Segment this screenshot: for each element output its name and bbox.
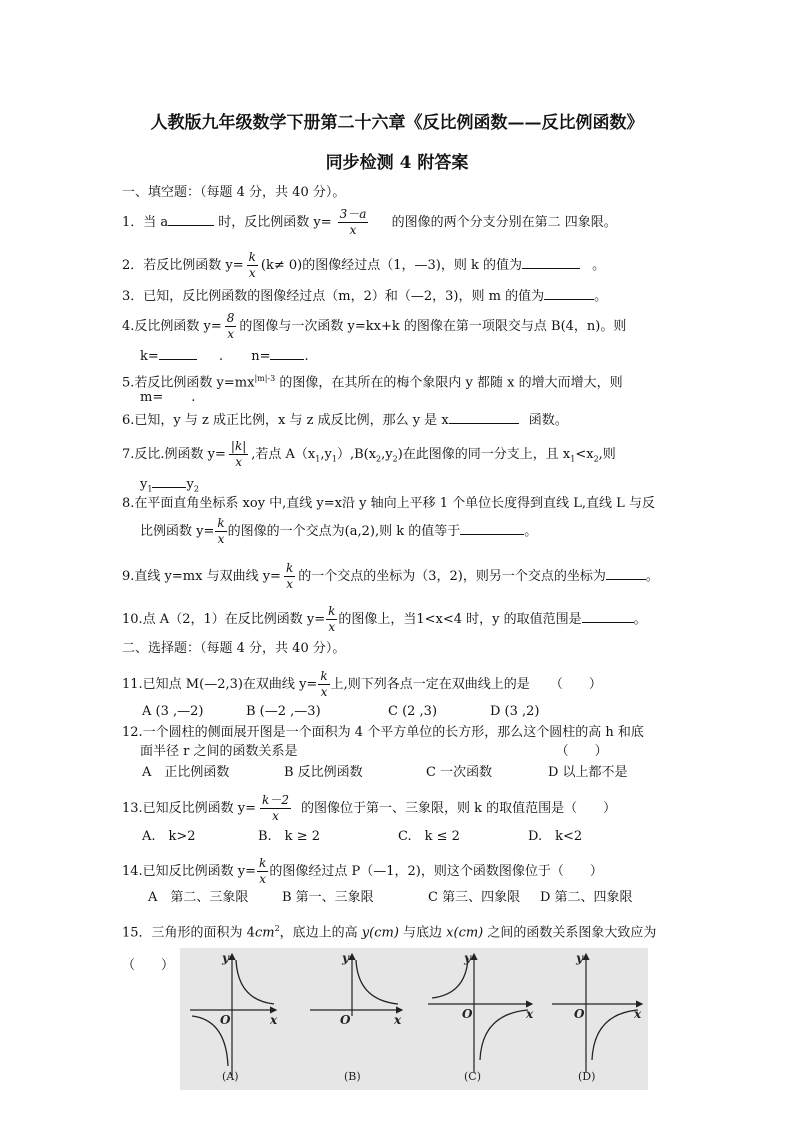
- q9-text-c: 。: [645, 569, 659, 584]
- graph-d: [552, 951, 642, 1083]
- q1-text-c: 的图像的两个分支分别在第二 四象限。: [391, 215, 617, 230]
- q7-blank: [152, 475, 186, 488]
- q10-text-b: 的图像上，当1<x<4 时，y 的取值范围是: [338, 612, 582, 627]
- question-4-line2: [140, 347, 309, 366]
- q1-text-b: 时，反比例函数 y=: [218, 215, 332, 230]
- q7-sub-3: 2: [376, 454, 382, 464]
- q7-text-b3: ）,B(x: [336, 447, 377, 462]
- question-10: [122, 604, 647, 635]
- q11-answer-paren: （ ）: [549, 677, 602, 692]
- q15-text-d: 之间的函数关系图象大致应为: [483, 925, 657, 941]
- graph-b: [310, 951, 402, 1083]
- q13-option-b: B. k ≥ 2: [258, 829, 320, 844]
- q14-option-a: A 第二、三象限: [148, 890, 249, 905]
- question-5-line2: [140, 389, 195, 407]
- q7-sub-6: 2: [593, 454, 599, 464]
- q8-text-a: 8.在平面直角坐标系 xoy 中,直线 y=x沿 y 轴向上平移 1 个单位长度得到直线 L,直线 L 与反: [122, 496, 655, 511]
- q4-k-blank: [159, 347, 197, 360]
- doc-title: 人教版九年级数学下册第二十六章《反比例函数——反比例函数》: [150, 113, 644, 133]
- graph-d-x-label: x: [634, 1007, 642, 1021]
- q2-text-a: 2．若反比例函数 y=: [122, 258, 244, 273]
- q13-option-c: C. k ≤ 2: [398, 829, 460, 844]
- q7-text-b7: ,则: [598, 447, 616, 462]
- q15-text-c: 与底边: [398, 925, 447, 941]
- graph-c-curve-1: [432, 958, 468, 998]
- q4-text-b: 的图像与一次函数 y=kx+k 的图像在第一项限交与点 B(4，n)。则: [239, 319, 627, 334]
- q15-graph-options: [180, 948, 648, 1090]
- q11-option-a: A (3 ,—2): [142, 704, 204, 719]
- question-6: [122, 411, 568, 430]
- q10-blank: [582, 610, 634, 623]
- q4-fraction: $\frac{8}{x}$: [226, 311, 235, 341]
- q7-sub-5: 1: [570, 454, 576, 464]
- q12-option-d: D 以上都不是: [548, 765, 628, 780]
- q9-text-b: 的一个交点的坐标为（3，2)，则另一个交点的坐标为: [298, 569, 606, 584]
- q14-option-c: C 第三、四象限: [428, 890, 521, 905]
- q14-options: [148, 889, 633, 907]
- graph-a-y-label: y: [222, 951, 229, 965]
- q15-unit-sup: 2: [274, 924, 280, 933]
- question-2: [122, 250, 605, 281]
- graph-c-y-label: y: [464, 951, 471, 965]
- q7-y1-sub: 1: [147, 484, 153, 494]
- q14-text-a: 14.已知反比例函数 y=: [122, 864, 257, 879]
- q7-text-b: ,若点 A（x: [251, 447, 316, 462]
- q7-text-b2: ,y: [320, 447, 332, 462]
- q11-text-a: 11.已知点 M(—2,3)在双曲线 y=: [122, 677, 318, 692]
- q7-fraction: $\frac{|k|}{x}$: [230, 439, 247, 469]
- question-15: [122, 920, 656, 942]
- q13-text-a: 13.已知反比例函数 y=: [122, 801, 257, 816]
- question-8-line2: [140, 516, 537, 547]
- q15-text-b: ，底边上的高: [279, 925, 362, 941]
- q4-n-label: n=: [251, 349, 271, 364]
- q2-text-c: 。: [592, 258, 606, 273]
- q14-option-b: B 第一、三象限: [282, 890, 374, 905]
- question-4: [122, 311, 626, 342]
- q8-blank: [460, 522, 524, 535]
- q7-text-b6: <x: [575, 447, 594, 462]
- doc-subtitle: 同步检测 4 附答案: [325, 153, 469, 173]
- q8-fraction: $\frac{k}{x}$: [217, 516, 225, 546]
- q3-text-a: 3．已知，反比例函数的图像经过点（m，2）和（—2，3)，则 m 的值为: [122, 289, 545, 304]
- q7-text-b5: )在此图像的同一分支上，且 x: [397, 447, 571, 462]
- question-1: [122, 207, 617, 238]
- question-9: [122, 561, 659, 592]
- q10-fraction: $\frac{k}{x}$: [328, 604, 336, 634]
- q8-text-l2a: 比例函数 y=: [140, 524, 215, 539]
- graph-d-curve: [592, 1010, 638, 1060]
- q7-text-b4: ,y: [381, 447, 393, 462]
- q12-option-b: B 反比例函数: [284, 765, 363, 780]
- graph-c-label: (C): [464, 1070, 481, 1083]
- graph-c-origin: O: [462, 1007, 473, 1021]
- graph-b-y-label: y: [342, 951, 349, 965]
- q6-text-a: 6.已知，y 与 z 成正比例，x 与 z 成反比例，那么 y 是 x: [122, 413, 449, 428]
- q12-text-a: 12.一个圆柱的侧面展开图是一个面积为 4 个平方单位的长方形，那么这个圆柱的高 h 和底: [122, 725, 644, 740]
- q7-sub-4: 2: [392, 454, 398, 464]
- q6-blank: [449, 411, 519, 424]
- question-7: [122, 439, 616, 470]
- q9-text-a: 9.直线 y=mx 与双曲线 y=: [122, 569, 281, 584]
- q1-text-a: 1．当 a: [122, 215, 169, 230]
- graph-a-label: (A): [222, 1070, 239, 1083]
- q2-fraction: $\frac{k}{x}$: [248, 250, 256, 280]
- q5-m-label: m=: [140, 390, 164, 405]
- q4-k-label: k=: [140, 349, 159, 364]
- graph-a-x-label: x: [270, 1013, 278, 1027]
- question-13: [122, 793, 616, 824]
- question-14: [122, 856, 603, 887]
- q15-base: x(cm): [446, 925, 484, 941]
- graph-a-origin: O: [220, 1013, 231, 1027]
- graph-a: [190, 951, 278, 1083]
- q7-sub-1: 1: [315, 454, 321, 464]
- graph-a-curve-1: [236, 960, 274, 1004]
- q13-fraction: $\frac{k-2}{x}$: [262, 793, 289, 823]
- question-5: [122, 370, 623, 392]
- question-12: [122, 724, 644, 742]
- q11-fraction: $\frac{k}{x}$: [320, 669, 328, 699]
- q7-sub-2: 1: [331, 454, 337, 464]
- q4-n-blank: [270, 347, 304, 360]
- q5-exponent: |m|-3: [254, 374, 276, 383]
- q12-text-b: 面半径 r 之间的函数关系是: [140, 744, 298, 759]
- q15-height: y(cm): [361, 925, 399, 941]
- q14-fraction: $\frac{k}{x}$: [259, 856, 267, 886]
- q12-options: [142, 764, 628, 782]
- q8-text-l2c: 。: [524, 524, 538, 539]
- graph-d-origin: O: [574, 1007, 585, 1021]
- q8-text-l2b: 的图像的一个交点为(a,2),则 k 的值等于: [227, 524, 461, 539]
- q4-dot-2: .: [304, 349, 309, 364]
- graph-b-origin: O: [340, 1013, 351, 1027]
- graph-b-x-label: x: [394, 1013, 402, 1027]
- section-fill-blank: 一、填空题：（每题 4 分，共 40 分）。: [122, 185, 346, 200]
- section-multiple-choice: 二、选择题：（每题 4 分，共 40 分）。: [122, 641, 346, 656]
- q9-blank: [606, 567, 646, 580]
- graph-c: [428, 951, 534, 1083]
- q7-y2: y: [186, 477, 194, 492]
- q11-option-d: D (3 ,2): [490, 704, 540, 719]
- q11-options: [142, 703, 540, 721]
- graph-d-label: (D): [578, 1070, 596, 1083]
- q11-text-b: 上,则下列各点一定在双曲线上的是: [330, 677, 530, 692]
- q13-option-a: A. k>2: [142, 829, 196, 844]
- q3-text-c: 。: [594, 289, 608, 304]
- question-12-line2: [140, 743, 608, 761]
- q7-y2-sub: 2: [193, 484, 199, 494]
- q14-text-b: 的图像经过点 P（—1，2)，则这个函数图像位于（ ）: [269, 864, 603, 879]
- q1-fraction: $\frac{3-a}{x}$: [339, 207, 367, 237]
- graph-d-y-label: y: [576, 951, 583, 965]
- q12-option-a: A 正比例函数: [142, 765, 230, 780]
- q13-text-b: 的图像位于第一、三象限，则 k 的取值范围是（ ）: [300, 801, 617, 816]
- q5-dot: .: [191, 390, 196, 405]
- q10-text-c: 。: [633, 612, 647, 627]
- q7-y1: y: [140, 477, 148, 492]
- question-11: [122, 669, 602, 700]
- q2-text-b: (k≠ 0)的图像经过点（1，—3)，则 k 的值为: [260, 258, 522, 273]
- q15-graphs-svg: [180, 948, 648, 1090]
- q11-option-c: C (2 ,3): [388, 704, 438, 719]
- q15-answer-paren: （ ）: [122, 958, 175, 973]
- q6-text-c: 函数。: [528, 413, 568, 428]
- q4-dot-1: .: [218, 349, 224, 364]
- q10-text-a: 10.点 A（2，1）在反比例函数 y=: [122, 612, 326, 627]
- q12-option-c: C 一次函数: [426, 765, 493, 780]
- q9-fraction: $\frac{k}{x}$: [285, 561, 294, 591]
- graph-b-curve: [356, 960, 398, 1004]
- question-3: [122, 287, 607, 306]
- q1-blank: [168, 213, 214, 226]
- q4-text-a: 4.反比例函数 y=: [122, 319, 222, 334]
- graph-c-curve-2: [480, 1010, 528, 1060]
- q5-text-a: 5.若反比例函数 y=mx: [122, 375, 255, 391]
- q11-option-b: B (—2 ,—3): [246, 704, 321, 719]
- q13-options: [142, 828, 582, 846]
- graph-c-x-label: x: [526, 1007, 534, 1021]
- q14-option-d: D 第二、四象限: [540, 890, 633, 905]
- q12-answer-paren: （ ）: [555, 744, 608, 759]
- question-8: [122, 495, 655, 513]
- q2-blank: [522, 256, 580, 269]
- q5-text-b: 的图像，在其所在的梅个象限内 y 都随 x 的增大而增大，则: [279, 375, 623, 391]
- q7-text-a: 7.反比.例函数 y=: [122, 447, 226, 462]
- q15-unit: cm: [254, 925, 275, 941]
- q3-blank: [544, 287, 594, 300]
- q13-option-d: D. k<2: [528, 829, 583, 844]
- q15-text-a: 15．三角形的面积为 4: [122, 925, 255, 941]
- graph-b-label: (B): [344, 1070, 361, 1083]
